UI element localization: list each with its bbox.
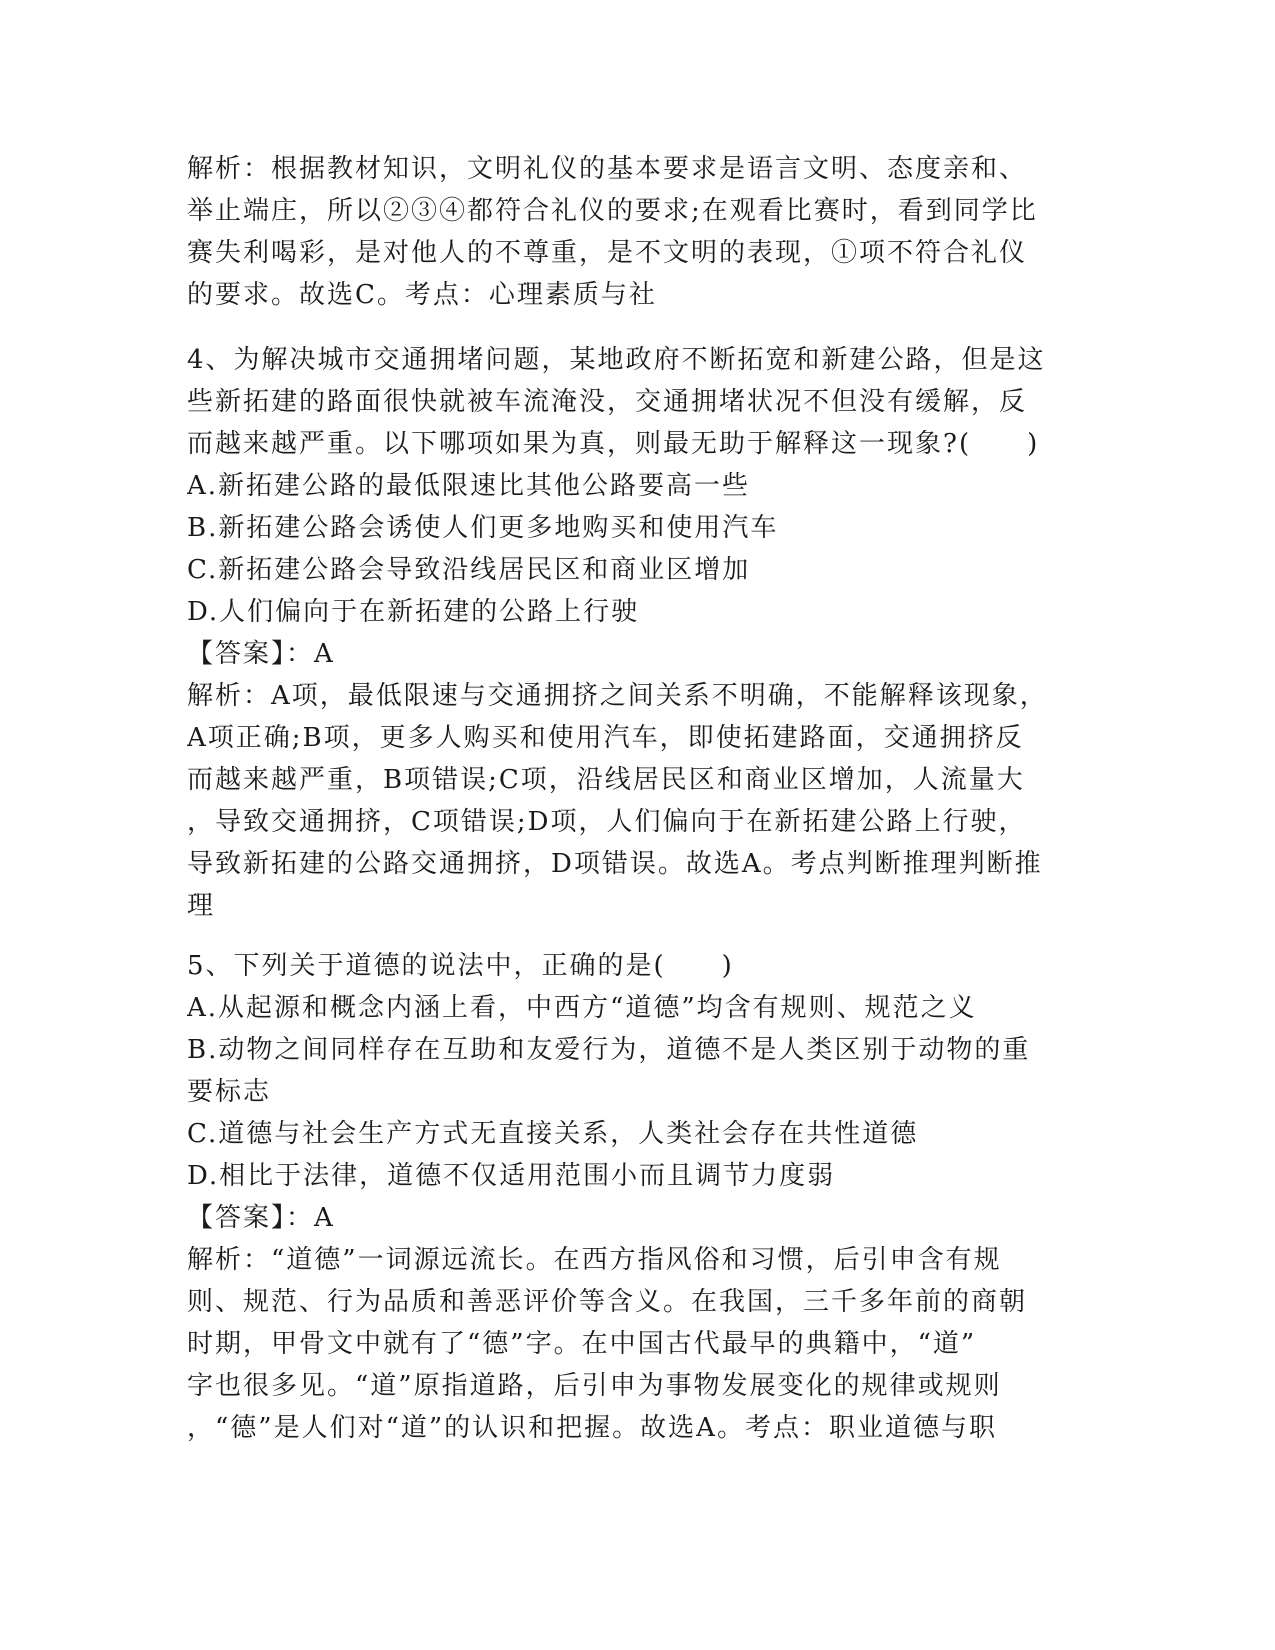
analysis-line: 解析：根据教材知识，文明礼仪的基本要求是语言文明、态度亲和、: [187, 154, 1028, 184]
analysis-line: 的要求。故选C。考点：心理素质与社: [187, 280, 657, 310]
analysis-line: 字也很多见。“道”原指道路，后引申为事物发展变化的规律或规则: [187, 1371, 1002, 1401]
question-stem-line: 些新拓建的路面很快就被车流淹没，交通拥堵状况不但没有缓解，反: [187, 387, 1028, 417]
option-d: D.相比于法律，道德不仅适用范围小而且调节力度弱: [187, 1161, 836, 1191]
analysis-line: 导致新拓建的公路交通拥挤，D项错误。故选A。考点判断推理判断推: [187, 849, 1043, 879]
analysis-line: 理: [187, 891, 216, 921]
question-stem-line: 5、下列关于道德的说法中，正确的是( ): [187, 951, 734, 981]
option-a: A.从起源和概念内涵上看，中西方“道德”均含有规则、规范之义: [187, 993, 977, 1023]
analysis-line: ，“德”是人们对“道”的认识和把握。故选A。考点：职业道德与职: [187, 1413, 997, 1443]
analysis-line: 解析：A项，最低限速与交通拥挤之间关系不明确，不能解释该现象，: [187, 681, 1048, 711]
analysis-line: ，导致交通拥挤，C项错误;D项，人们偏向于在新拓建公路上行驶，: [187, 807, 1027, 837]
option-c: C.道德与社会生产方式无直接关系，人类社会存在共性道德: [187, 1119, 919, 1149]
analysis-line: 举止端庄，所以②③④都符合礼仪的要求;在观看比赛时，看到同学比: [187, 196, 1038, 226]
option-b-continued: 要标志: [187, 1077, 272, 1107]
question-stem-line: 4、为解决城市交通拥堵问题，某地政府不断拓宽和新建公路，但是这: [187, 345, 1046, 375]
option-b: B.动物之间同样存在互助和友爱行为，道德不是人类区别于动物的重: [187, 1035, 1031, 1065]
option-a: A.新拓建公路的最低限速比其他公路要高一些: [187, 471, 751, 501]
question-3-analysis: [187, 148, 1067, 316]
analysis-line: 赛失利喝彩，是对他人的不尊重，是不文明的表现，①项不符合礼仪: [187, 238, 1028, 268]
question-stem-line: 而越来越严重。以下哪项如果为真，则最无助于解释这一现象?( ): [187, 429, 1040, 459]
option-c: C.新拓建公路会导致沿线居民区和商业区增加: [187, 555, 751, 585]
analysis-line: 则、规范、行为品质和善恶评价等含义。在我国，三千多年前的商朝: [187, 1287, 1028, 1317]
analysis-line: 而越来越严重，B项错误;C项，沿线居民区和商业区增加，人流量大: [187, 765, 1025, 795]
option-d: D.人们偏向于在新拓建的公路上行驶: [187, 597, 640, 627]
option-b: B.新拓建公路会诱使人们更多地购买和使用汽车: [187, 513, 779, 543]
question-5: [187, 945, 1067, 1449]
answer-label: 【答案】：A: [187, 1203, 335, 1233]
analysis-line: 时期，甲骨文中就有了“德”字。在中国古代最早的典籍中，“道”: [187, 1329, 977, 1359]
question-4: [187, 339, 1067, 927]
analysis-line: 解析：“道德”一词源远流长。在西方指风俗和习惯，后引申含有规: [187, 1245, 1002, 1275]
answer-label: 【答案】：A: [187, 639, 335, 669]
analysis-line: A项正确;B项，更多人购买和使用汽车，即使拓建路面，交通拥挤反: [187, 723, 1024, 753]
